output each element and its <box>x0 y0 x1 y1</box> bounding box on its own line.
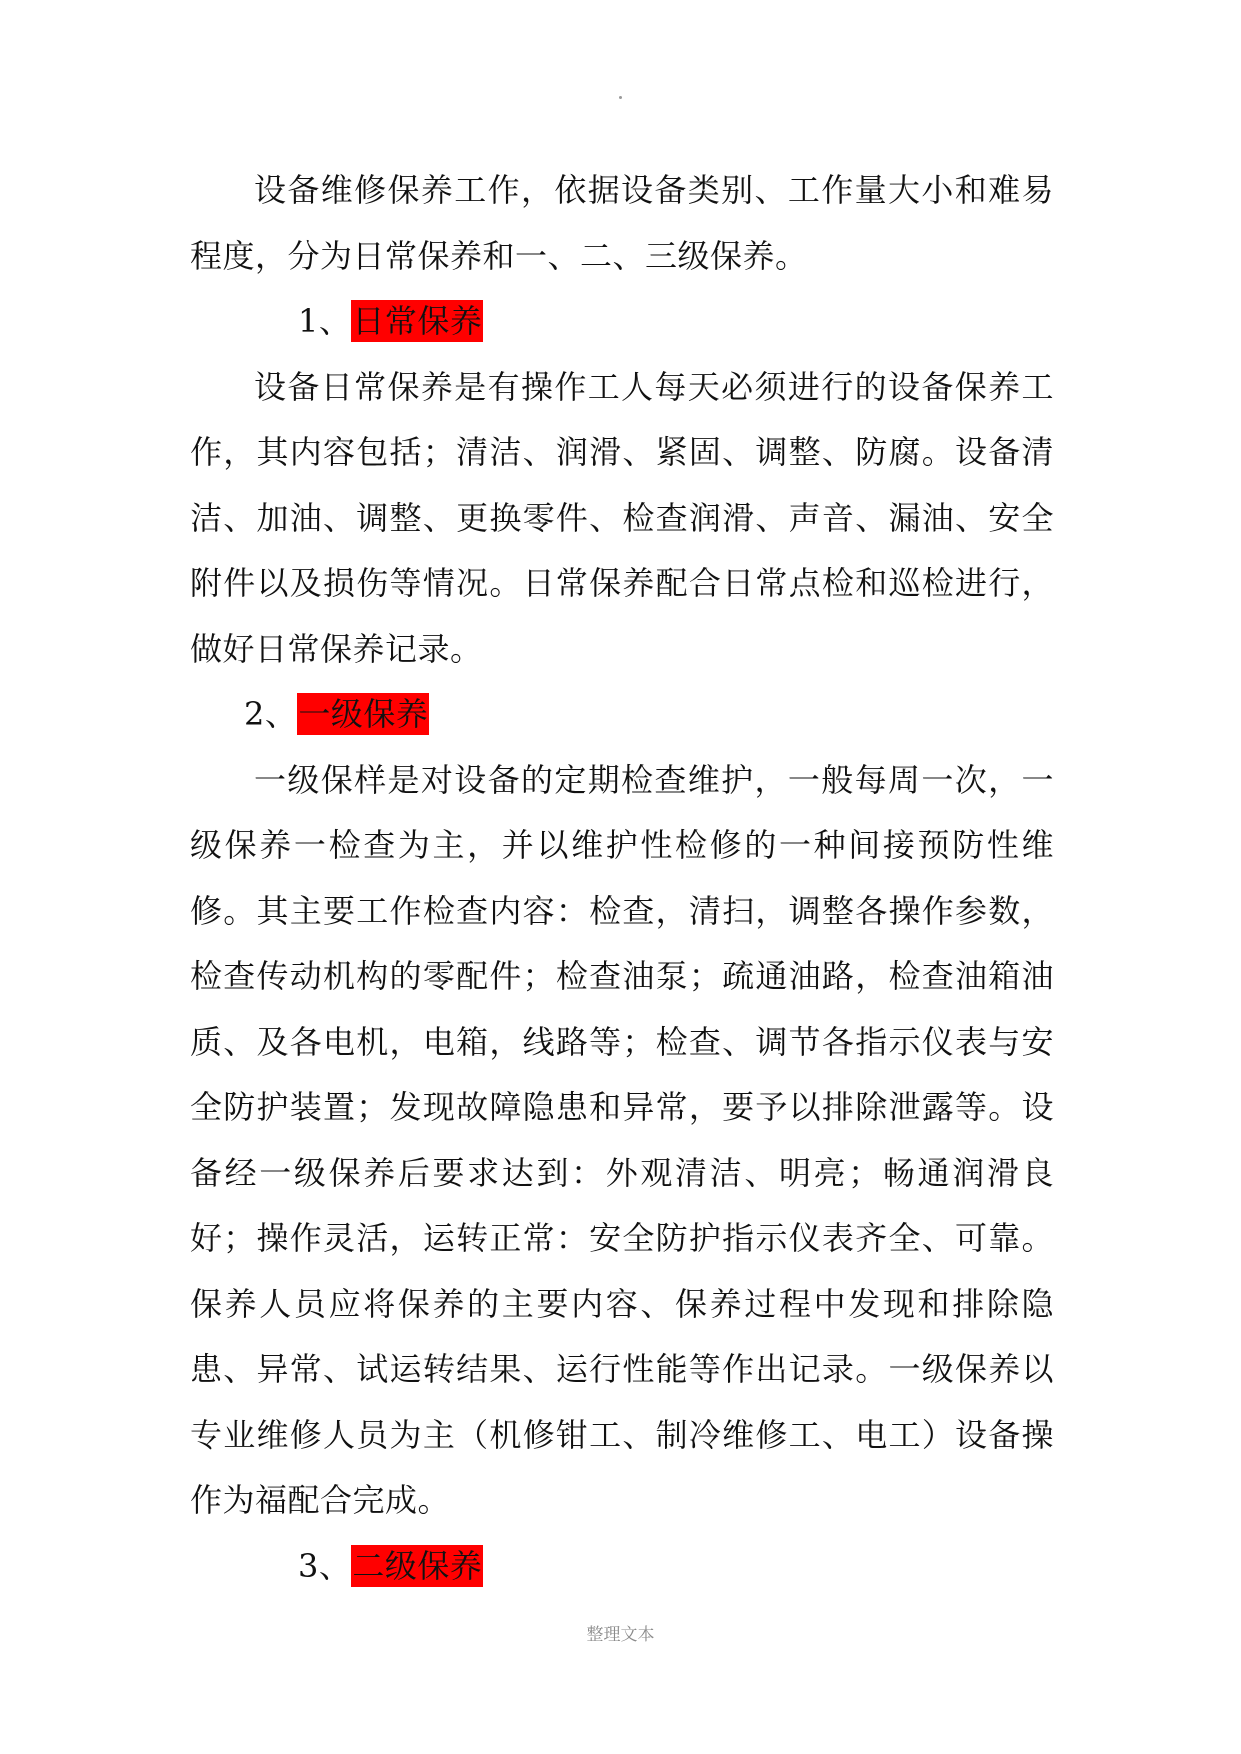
page-footer: 整理文本 <box>586 1625 655 1645</box>
heading-title-highlight: 二级保养 <box>352 1546 483 1585</box>
heading-level2-maintenance <box>190 1534 1054 1600</box>
heading-daily-maintenance <box>190 289 1054 355</box>
heading-level1-maintenance <box>190 682 1054 748</box>
heading-number: 2、 <box>244 695 298 733</box>
intro-paragraph: 设备维修保养工作，依据设备类别、工作量大小和难易程度，分为日常保养和一、二、三级保养。 <box>190 171 1054 275</box>
daily-maintenance-paragraph: 设备日常保养是有操作工人每天必须进行的设备保养工作，其内容包括；清洁、润滑、紧固、调整、防腐。设备清洁、加油、调整、更换零件、检查润滑、声音、漏油、安全附件以及损伤等情况。日常保养配合日常点检和巡检进行，做好日常保养记录。 <box>190 367 1054 668</box>
heading-title-highlight: 日常保养 <box>352 302 483 340</box>
heading-title-highlight: 一级保养 <box>298 695 429 733</box>
document-body <box>190 158 1054 1599</box>
level1-maintenance-paragraph: 一级保样是对设备的定期检查维护，一般每周一次，一级保养一检查为主，并以维护性检修的一种间接预防性维修。其主要工作检查内容：检查，清扫，调整各操作参数，检查传动机构的零配件；检查油泵；疏通油路，检查油箱油质、及各电机，电箱，线路等；检查、调节各指示仪表与安全防护装置；发现故障隐患和异常，要予以排除泄露等。设备经一级保养后要求达到：外观清洁、明亮；畅通润滑良好；操作灵活，运转正常：安全防护指示仪表齐全、可靠。保养人员应将保养的主要内容、保养过程中发现和排除隐患、异常、试运转结果、运行性能等作出记录。一级保养以专业维修人员为主（机修钳工、制冷维修工、电工）设备操作为福配合完成。 <box>190 760 1054 1519</box>
heading-number: 3、 <box>298 1546 352 1585</box>
header-mark <box>619 96 622 99</box>
heading-number: 1、 <box>298 302 352 340</box>
